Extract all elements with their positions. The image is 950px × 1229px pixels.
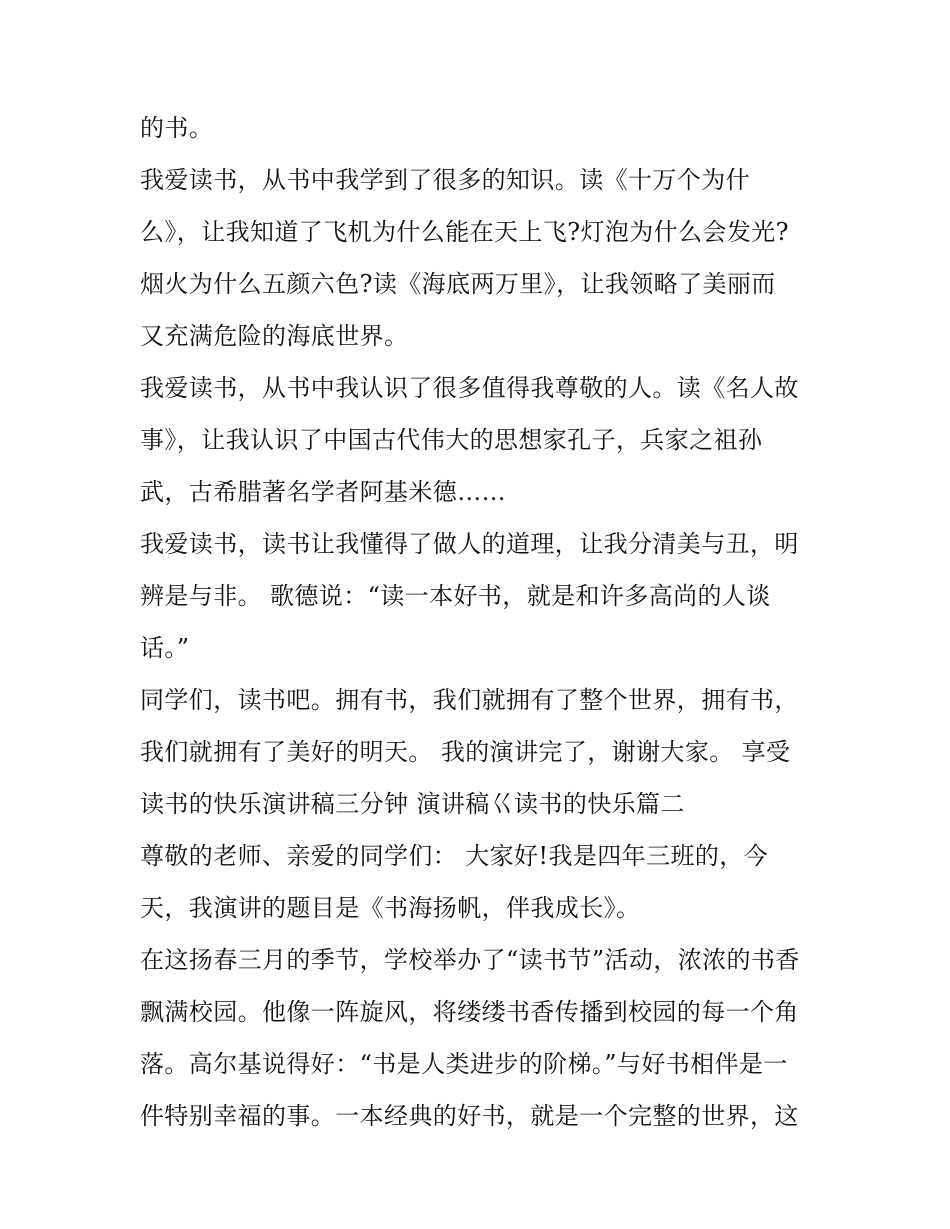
text-line: 读书的快乐演讲稿三分钟 演讲稿巜读书的快乐篇二 <box>140 790 685 818</box>
text-line: 我爱读书，读书让我懂得了做人的道理，让我分清美与丑，明 <box>140 530 799 558</box>
text-line: 烟火为什么五颜六色?读《海底两万里》，让我领略了美丽而 <box>140 270 776 298</box>
text-line: 又充满危险的海底世界。 <box>140 322 409 350</box>
text-line: 武，古希腊著名学者阿基米德…… <box>140 478 506 506</box>
text-line: 么》，让我知道了飞机为什么能在天上飞?灯泡为什么会发光? <box>140 218 789 246</box>
text-line: 同学们，读书吧。拥有书，我们就拥有了整个世界，拥有书， <box>140 686 799 714</box>
text-line: 我爱读书，从书中我学到了很多的知识。读《十万个为什 <box>140 166 750 194</box>
text-line: 飘满校园。他像一阵旋风，将缕缕书香传播到校园的每一个角 <box>140 998 799 1026</box>
text-line: 我爱读书，从书中我认识了很多值得我尊敬的人。读《名人故 <box>140 374 799 402</box>
text-line: 在这扬春三月的季节，学校举办了“读书节”活动，浓浓的书香 <box>140 946 800 974</box>
text-line: 尊敬的老师、亲爱的同学们： 大家好!我是四年三班的，今 <box>140 842 769 870</box>
text-line: 落。高尔基说得好：“书是人类进步的阶梯。”与好书相伴是一 <box>140 1050 788 1078</box>
text-line: 话。” <box>140 634 190 662</box>
text-line: 我们就拥有了美好的明天。 我的演讲完了，谢谢大家。 享受 <box>140 738 791 766</box>
text-line: 件特别幸福的事。一本经典的好书，就是一个完整的世界，这 <box>140 1102 799 1130</box>
document-body <box>140 102 820 1142</box>
text-line: 的书。 <box>140 114 214 142</box>
text-line: 天，我演讲的题目是《书海扬帆，伴我成长》。 <box>140 894 641 922</box>
text-line: 辨是与非。 歌德说：“读一本好书，就是和许多高尚的人谈 <box>140 582 771 610</box>
text-line: 事》，让我认识了中国古代伟大的思想家孔子，兵家之祖孙 <box>140 426 763 454</box>
